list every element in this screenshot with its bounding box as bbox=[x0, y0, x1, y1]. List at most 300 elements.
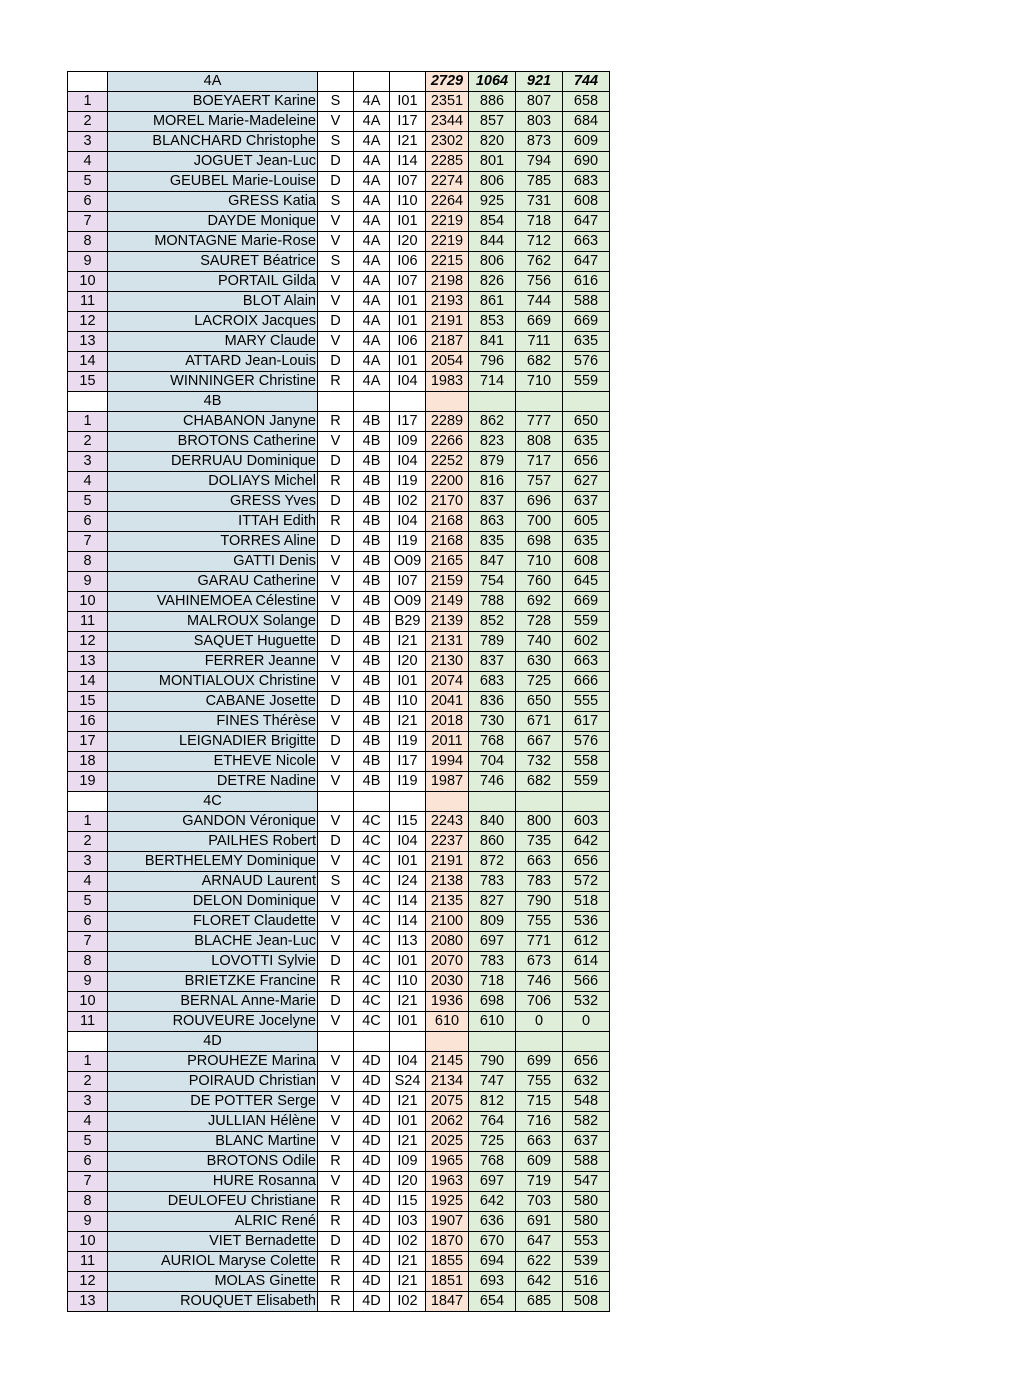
player-row bbox=[68, 992, 610, 1012]
category-cell: R bbox=[318, 472, 354, 492]
series-1-cell: 863 bbox=[469, 512, 516, 532]
club-cell: I21 bbox=[390, 632, 426, 652]
series-2-cell: 685 bbox=[516, 1292, 563, 1312]
series-1-cell: 847 bbox=[469, 552, 516, 572]
series-2-cell: 783 bbox=[516, 872, 563, 892]
club-cell: I20 bbox=[390, 652, 426, 672]
player-row bbox=[68, 752, 610, 772]
player-row bbox=[68, 1112, 610, 1132]
group-label: 4B bbox=[108, 392, 318, 412]
group-total-series-3 bbox=[563, 1032, 610, 1052]
category-cell: V bbox=[318, 272, 354, 292]
division-cell: 4C bbox=[354, 812, 390, 832]
series-1-cell: 806 bbox=[469, 172, 516, 192]
series-1-cell: 783 bbox=[469, 952, 516, 972]
total-score-cell: 1987 bbox=[426, 772, 469, 792]
rank-cell: 5 bbox=[68, 1132, 108, 1152]
total-score-cell: 2193 bbox=[426, 292, 469, 312]
series-2-cell: 746 bbox=[516, 972, 563, 992]
category-cell: V bbox=[318, 932, 354, 952]
category-cell: V bbox=[318, 552, 354, 572]
club-cell: I21 bbox=[390, 1272, 426, 1292]
club-cell: I01 bbox=[390, 92, 426, 112]
division-cell: 4D bbox=[354, 1292, 390, 1312]
group-header-blank bbox=[354, 792, 390, 812]
series-3-cell: 627 bbox=[563, 472, 610, 492]
category-cell: V bbox=[318, 652, 354, 672]
club-cell: I21 bbox=[390, 1092, 426, 1112]
club-cell: I07 bbox=[390, 572, 426, 592]
division-cell: 4B bbox=[354, 612, 390, 632]
player-name-cell: ETHEVE Nicole bbox=[108, 752, 318, 772]
group-header-blank bbox=[390, 792, 426, 812]
series-3-cell: 656 bbox=[563, 452, 610, 472]
rank-cell: 9 bbox=[68, 972, 108, 992]
division-cell: 4D bbox=[354, 1272, 390, 1292]
series-2-cell: 663 bbox=[516, 1132, 563, 1152]
series-1-cell: 725 bbox=[469, 1132, 516, 1152]
rank-cell: 10 bbox=[68, 1232, 108, 1252]
club-cell: S24 bbox=[390, 1072, 426, 1092]
player-row bbox=[68, 132, 610, 152]
group-header-row bbox=[68, 792, 610, 812]
total-score-cell: 2145 bbox=[426, 1052, 469, 1072]
series-2-cell: 712 bbox=[516, 232, 563, 252]
player-name-cell: DOLIAYS Michel bbox=[108, 472, 318, 492]
series-2-cell: 790 bbox=[516, 892, 563, 912]
series-3-cell: 508 bbox=[563, 1292, 610, 1312]
total-score-cell: 2285 bbox=[426, 152, 469, 172]
group-header-spacer bbox=[68, 392, 108, 412]
series-3-cell: 555 bbox=[563, 692, 610, 712]
series-2-cell: 667 bbox=[516, 732, 563, 752]
group-total-score bbox=[426, 792, 469, 812]
club-cell: I01 bbox=[390, 852, 426, 872]
division-cell: 4C bbox=[354, 932, 390, 952]
category-cell: V bbox=[318, 672, 354, 692]
total-score-cell: 2289 bbox=[426, 412, 469, 432]
category-cell: V bbox=[318, 772, 354, 792]
division-cell: 4B bbox=[354, 432, 390, 452]
rank-cell: 19 bbox=[68, 772, 108, 792]
group-header-blank bbox=[354, 392, 390, 412]
series-3-cell: 559 bbox=[563, 772, 610, 792]
total-score-cell: 2243 bbox=[426, 812, 469, 832]
player-name-cell: MOLAS Ginette bbox=[108, 1272, 318, 1292]
category-cell: V bbox=[318, 592, 354, 612]
player-name-cell: MARY Claude bbox=[108, 332, 318, 352]
division-cell: 4A bbox=[354, 172, 390, 192]
series-2-cell: 622 bbox=[516, 1252, 563, 1272]
group-header-blank bbox=[318, 72, 354, 92]
category-cell: R bbox=[318, 372, 354, 392]
total-score-cell: 2070 bbox=[426, 952, 469, 972]
series-2-cell: 710 bbox=[516, 372, 563, 392]
series-3-cell: 617 bbox=[563, 712, 610, 732]
player-row bbox=[68, 552, 610, 572]
series-3-cell: 559 bbox=[563, 372, 610, 392]
series-3-cell: 608 bbox=[563, 192, 610, 212]
club-cell: I21 bbox=[390, 1252, 426, 1272]
player-row bbox=[68, 1272, 610, 1292]
player-name-cell: FERRER Jeanne bbox=[108, 652, 318, 672]
series-2-cell: 803 bbox=[516, 112, 563, 132]
series-2-cell: 718 bbox=[516, 212, 563, 232]
player-row bbox=[68, 612, 610, 632]
total-score-cell: 2149 bbox=[426, 592, 469, 612]
player-name-cell: GRESS Yves bbox=[108, 492, 318, 512]
player-row bbox=[68, 232, 610, 252]
total-score-cell: 2131 bbox=[426, 632, 469, 652]
series-2-cell: 717 bbox=[516, 452, 563, 472]
division-cell: 4C bbox=[354, 972, 390, 992]
club-cell: I15 bbox=[390, 1192, 426, 1212]
player-row bbox=[68, 452, 610, 472]
total-score-cell: 1855 bbox=[426, 1252, 469, 1272]
series-2-cell: 800 bbox=[516, 812, 563, 832]
player-name-cell: PROUHEZE Marina bbox=[108, 1052, 318, 1072]
series-1-cell: 783 bbox=[469, 872, 516, 892]
rank-cell: 6 bbox=[68, 192, 108, 212]
rank-cell: 11 bbox=[68, 1252, 108, 1272]
division-cell: 4B bbox=[354, 532, 390, 552]
category-cell: V bbox=[318, 912, 354, 932]
series-1-cell: 852 bbox=[469, 612, 516, 632]
rank-cell: 11 bbox=[68, 1012, 108, 1032]
rank-cell: 17 bbox=[68, 732, 108, 752]
total-score-cell: 2011 bbox=[426, 732, 469, 752]
series-3-cell: 635 bbox=[563, 532, 610, 552]
rank-cell: 14 bbox=[68, 352, 108, 372]
division-cell: 4A bbox=[354, 132, 390, 152]
player-row bbox=[68, 492, 610, 512]
series-3-cell: 609 bbox=[563, 132, 610, 152]
series-3-cell: 683 bbox=[563, 172, 610, 192]
category-cell: D bbox=[318, 832, 354, 852]
division-cell: 4D bbox=[354, 1232, 390, 1252]
club-cell: I01 bbox=[390, 672, 426, 692]
player-row bbox=[68, 1292, 610, 1312]
group-header-row bbox=[68, 1032, 610, 1052]
series-1-cell: 840 bbox=[469, 812, 516, 832]
total-score-cell: 1963 bbox=[426, 1172, 469, 1192]
club-cell: I10 bbox=[390, 692, 426, 712]
total-score-cell: 1870 bbox=[426, 1232, 469, 1252]
rank-cell: 3 bbox=[68, 1092, 108, 1112]
total-score-cell: 2135 bbox=[426, 892, 469, 912]
rank-cell: 8 bbox=[68, 1192, 108, 1212]
series-1-cell: 835 bbox=[469, 532, 516, 552]
series-3-cell: 516 bbox=[563, 1272, 610, 1292]
player-row bbox=[68, 952, 610, 972]
category-cell: V bbox=[318, 812, 354, 832]
club-cell: I24 bbox=[390, 872, 426, 892]
division-cell: 4B bbox=[354, 672, 390, 692]
series-2-cell: 703 bbox=[516, 1192, 563, 1212]
series-2-cell: 696 bbox=[516, 492, 563, 512]
total-score-cell: 2100 bbox=[426, 912, 469, 932]
player-row bbox=[68, 692, 610, 712]
player-row bbox=[68, 672, 610, 692]
group-total-series-2 bbox=[516, 1032, 563, 1052]
club-cell: O09 bbox=[390, 592, 426, 612]
player-name-cell: LOVOTTI Sylvie bbox=[108, 952, 318, 972]
series-2-cell: 725 bbox=[516, 672, 563, 692]
club-cell: I14 bbox=[390, 892, 426, 912]
group-label: 4C bbox=[108, 792, 318, 812]
series-1-cell: 837 bbox=[469, 492, 516, 512]
total-score-cell: 2191 bbox=[426, 852, 469, 872]
series-3-cell: 635 bbox=[563, 432, 610, 452]
division-cell: 4D bbox=[354, 1132, 390, 1152]
group-header-blank bbox=[390, 392, 426, 412]
player-row bbox=[68, 1012, 610, 1032]
series-3-cell: 632 bbox=[563, 1072, 610, 1092]
player-row bbox=[68, 312, 610, 332]
rank-cell: 5 bbox=[68, 892, 108, 912]
category-cell: R bbox=[318, 1252, 354, 1272]
category-cell: V bbox=[318, 712, 354, 732]
player-row bbox=[68, 212, 610, 232]
player-row bbox=[68, 772, 610, 792]
series-1-cell: 837 bbox=[469, 652, 516, 672]
series-2-cell: 807 bbox=[516, 92, 563, 112]
series-3-cell: 663 bbox=[563, 232, 610, 252]
total-score-cell: 2302 bbox=[426, 132, 469, 152]
category-cell: V bbox=[318, 752, 354, 772]
rank-cell: 3 bbox=[68, 852, 108, 872]
rank-cell: 14 bbox=[68, 672, 108, 692]
player-name-cell: BLACHE Jean-Luc bbox=[108, 932, 318, 952]
player-row bbox=[68, 1072, 610, 1092]
total-score-cell: 2215 bbox=[426, 252, 469, 272]
series-2-cell: 698 bbox=[516, 532, 563, 552]
rank-cell: 4 bbox=[68, 152, 108, 172]
series-3-cell: 566 bbox=[563, 972, 610, 992]
series-1-cell: 789 bbox=[469, 632, 516, 652]
rank-cell: 12 bbox=[68, 1272, 108, 1292]
category-cell: D bbox=[318, 732, 354, 752]
total-score-cell: 2168 bbox=[426, 512, 469, 532]
club-cell: I07 bbox=[390, 272, 426, 292]
total-score-cell: 2159 bbox=[426, 572, 469, 592]
player-name-cell: DAYDE Monique bbox=[108, 212, 318, 232]
series-3-cell: 616 bbox=[563, 272, 610, 292]
club-cell: I14 bbox=[390, 152, 426, 172]
total-score-cell: 2130 bbox=[426, 652, 469, 672]
rank-cell: 13 bbox=[68, 1292, 108, 1312]
club-cell: I14 bbox=[390, 912, 426, 932]
club-cell: I17 bbox=[390, 112, 426, 132]
results-table bbox=[67, 71, 610, 1312]
series-3-cell: 536 bbox=[563, 912, 610, 932]
rank-cell: 7 bbox=[68, 212, 108, 232]
series-1-cell: 718 bbox=[469, 972, 516, 992]
player-row bbox=[68, 1052, 610, 1072]
group-total-score bbox=[426, 1032, 469, 1052]
player-row bbox=[68, 1232, 610, 1252]
total-score-cell: 1907 bbox=[426, 1212, 469, 1232]
division-cell: 4B bbox=[354, 632, 390, 652]
series-1-cell: 768 bbox=[469, 732, 516, 752]
category-cell: R bbox=[318, 1152, 354, 1172]
series-3-cell: 532 bbox=[563, 992, 610, 1012]
rank-cell: 6 bbox=[68, 912, 108, 932]
series-1-cell: 683 bbox=[469, 672, 516, 692]
category-cell: D bbox=[318, 312, 354, 332]
series-3-cell: 656 bbox=[563, 852, 610, 872]
series-3-cell: 642 bbox=[563, 832, 610, 852]
club-cell: I20 bbox=[390, 1172, 426, 1192]
player-row bbox=[68, 292, 610, 312]
player-name-cell: BLANC Martine bbox=[108, 1132, 318, 1152]
player-name-cell: ATTARD Jean-Louis bbox=[108, 352, 318, 372]
player-row bbox=[68, 812, 610, 832]
series-1-cell: 670 bbox=[469, 1232, 516, 1252]
rank-cell: 15 bbox=[68, 372, 108, 392]
series-1-cell: 836 bbox=[469, 692, 516, 712]
series-1-cell: 925 bbox=[469, 192, 516, 212]
series-1-cell: 886 bbox=[469, 92, 516, 112]
rank-cell: 1 bbox=[68, 92, 108, 112]
category-cell: D bbox=[318, 172, 354, 192]
group-header-blank bbox=[390, 1032, 426, 1052]
player-row bbox=[68, 852, 610, 872]
player-row bbox=[68, 332, 610, 352]
total-score-cell: 1936 bbox=[426, 992, 469, 1012]
club-cell: I01 bbox=[390, 1012, 426, 1032]
series-3-cell: 0 bbox=[563, 1012, 610, 1032]
series-1-cell: 694 bbox=[469, 1252, 516, 1272]
club-cell: I06 bbox=[390, 332, 426, 352]
series-3-cell: 690 bbox=[563, 152, 610, 172]
total-score-cell: 2041 bbox=[426, 692, 469, 712]
series-3-cell: 647 bbox=[563, 212, 610, 232]
category-cell: D bbox=[318, 632, 354, 652]
series-2-cell: 669 bbox=[516, 312, 563, 332]
player-name-cell: MONTAGNE Marie-Rose bbox=[108, 232, 318, 252]
player-name-cell: DELON Dominique bbox=[108, 892, 318, 912]
category-cell: D bbox=[318, 612, 354, 632]
series-2-cell: 671 bbox=[516, 712, 563, 732]
series-1-cell: 853 bbox=[469, 312, 516, 332]
category-cell: D bbox=[318, 1232, 354, 1252]
series-1-cell: 861 bbox=[469, 292, 516, 312]
club-cell: I04 bbox=[390, 1052, 426, 1072]
player-name-cell: SAQUET Huguette bbox=[108, 632, 318, 652]
series-3-cell: 559 bbox=[563, 612, 610, 632]
player-row bbox=[68, 872, 610, 892]
group-header-spacer bbox=[68, 792, 108, 812]
series-1-cell: 788 bbox=[469, 592, 516, 612]
player-name-cell: GEUBEL Marie-Louise bbox=[108, 172, 318, 192]
division-cell: 4B bbox=[354, 652, 390, 672]
club-cell: I09 bbox=[390, 432, 426, 452]
division-cell: 4A bbox=[354, 152, 390, 172]
series-2-cell: 647 bbox=[516, 1232, 563, 1252]
series-2-cell: 711 bbox=[516, 332, 563, 352]
division-cell: 4B bbox=[354, 732, 390, 752]
club-cell: I04 bbox=[390, 832, 426, 852]
rank-cell: 3 bbox=[68, 132, 108, 152]
category-cell: V bbox=[318, 892, 354, 912]
series-3-cell: 663 bbox=[563, 652, 610, 672]
group-total-series-1: 1064 bbox=[469, 72, 516, 92]
player-row bbox=[68, 152, 610, 172]
series-2-cell: 719 bbox=[516, 1172, 563, 1192]
club-cell: I01 bbox=[390, 1112, 426, 1132]
category-cell: R bbox=[318, 1292, 354, 1312]
player-row bbox=[68, 432, 610, 452]
rank-cell: 7 bbox=[68, 1172, 108, 1192]
category-cell: S bbox=[318, 872, 354, 892]
category-cell: V bbox=[318, 572, 354, 592]
series-2-cell: 682 bbox=[516, 772, 563, 792]
series-3-cell: 656 bbox=[563, 1052, 610, 1072]
club-cell: I13 bbox=[390, 932, 426, 952]
series-1-cell: 768 bbox=[469, 1152, 516, 1172]
rank-cell: 1 bbox=[68, 1052, 108, 1072]
rank-cell: 9 bbox=[68, 572, 108, 592]
rank-cell: 4 bbox=[68, 1112, 108, 1132]
category-cell: S bbox=[318, 92, 354, 112]
division-cell: 4A bbox=[354, 272, 390, 292]
category-cell: S bbox=[318, 252, 354, 272]
series-1-cell: 642 bbox=[469, 1192, 516, 1212]
total-score-cell: 1994 bbox=[426, 752, 469, 772]
player-row bbox=[68, 1252, 610, 1272]
division-cell: 4B bbox=[354, 472, 390, 492]
group-total-series-2 bbox=[516, 392, 563, 412]
club-cell: I01 bbox=[390, 292, 426, 312]
series-2-cell: 716 bbox=[516, 1112, 563, 1132]
series-3-cell: 684 bbox=[563, 112, 610, 132]
division-cell: 4D bbox=[354, 1112, 390, 1132]
player-row bbox=[68, 1152, 610, 1172]
division-cell: 4C bbox=[354, 912, 390, 932]
category-cell: R bbox=[318, 412, 354, 432]
club-cell: I17 bbox=[390, 752, 426, 772]
series-3-cell: 558 bbox=[563, 752, 610, 772]
division-cell: 4A bbox=[354, 372, 390, 392]
player-name-cell: DETRE Nadine bbox=[108, 772, 318, 792]
rank-cell: 12 bbox=[68, 632, 108, 652]
club-cell: I21 bbox=[390, 712, 426, 732]
total-score-cell: 2198 bbox=[426, 272, 469, 292]
series-2-cell: 794 bbox=[516, 152, 563, 172]
player-row bbox=[68, 592, 610, 612]
series-1-cell: 827 bbox=[469, 892, 516, 912]
series-3-cell: 637 bbox=[563, 492, 610, 512]
division-cell: 4A bbox=[354, 332, 390, 352]
group-total-series-1 bbox=[469, 392, 516, 412]
series-3-cell: 669 bbox=[563, 592, 610, 612]
total-score-cell: 2018 bbox=[426, 712, 469, 732]
category-cell: D bbox=[318, 152, 354, 172]
series-3-cell: 588 bbox=[563, 1152, 610, 1172]
division-cell: 4C bbox=[354, 832, 390, 852]
series-1-cell: 754 bbox=[469, 572, 516, 592]
series-1-cell: 826 bbox=[469, 272, 516, 292]
series-1-cell: 693 bbox=[469, 1272, 516, 1292]
total-score-cell: 2074 bbox=[426, 672, 469, 692]
player-row bbox=[68, 112, 610, 132]
series-3-cell: 650 bbox=[563, 412, 610, 432]
category-cell: R bbox=[318, 1212, 354, 1232]
club-cell: I21 bbox=[390, 132, 426, 152]
series-2-cell: 762 bbox=[516, 252, 563, 272]
series-1-cell: 636 bbox=[469, 1212, 516, 1232]
